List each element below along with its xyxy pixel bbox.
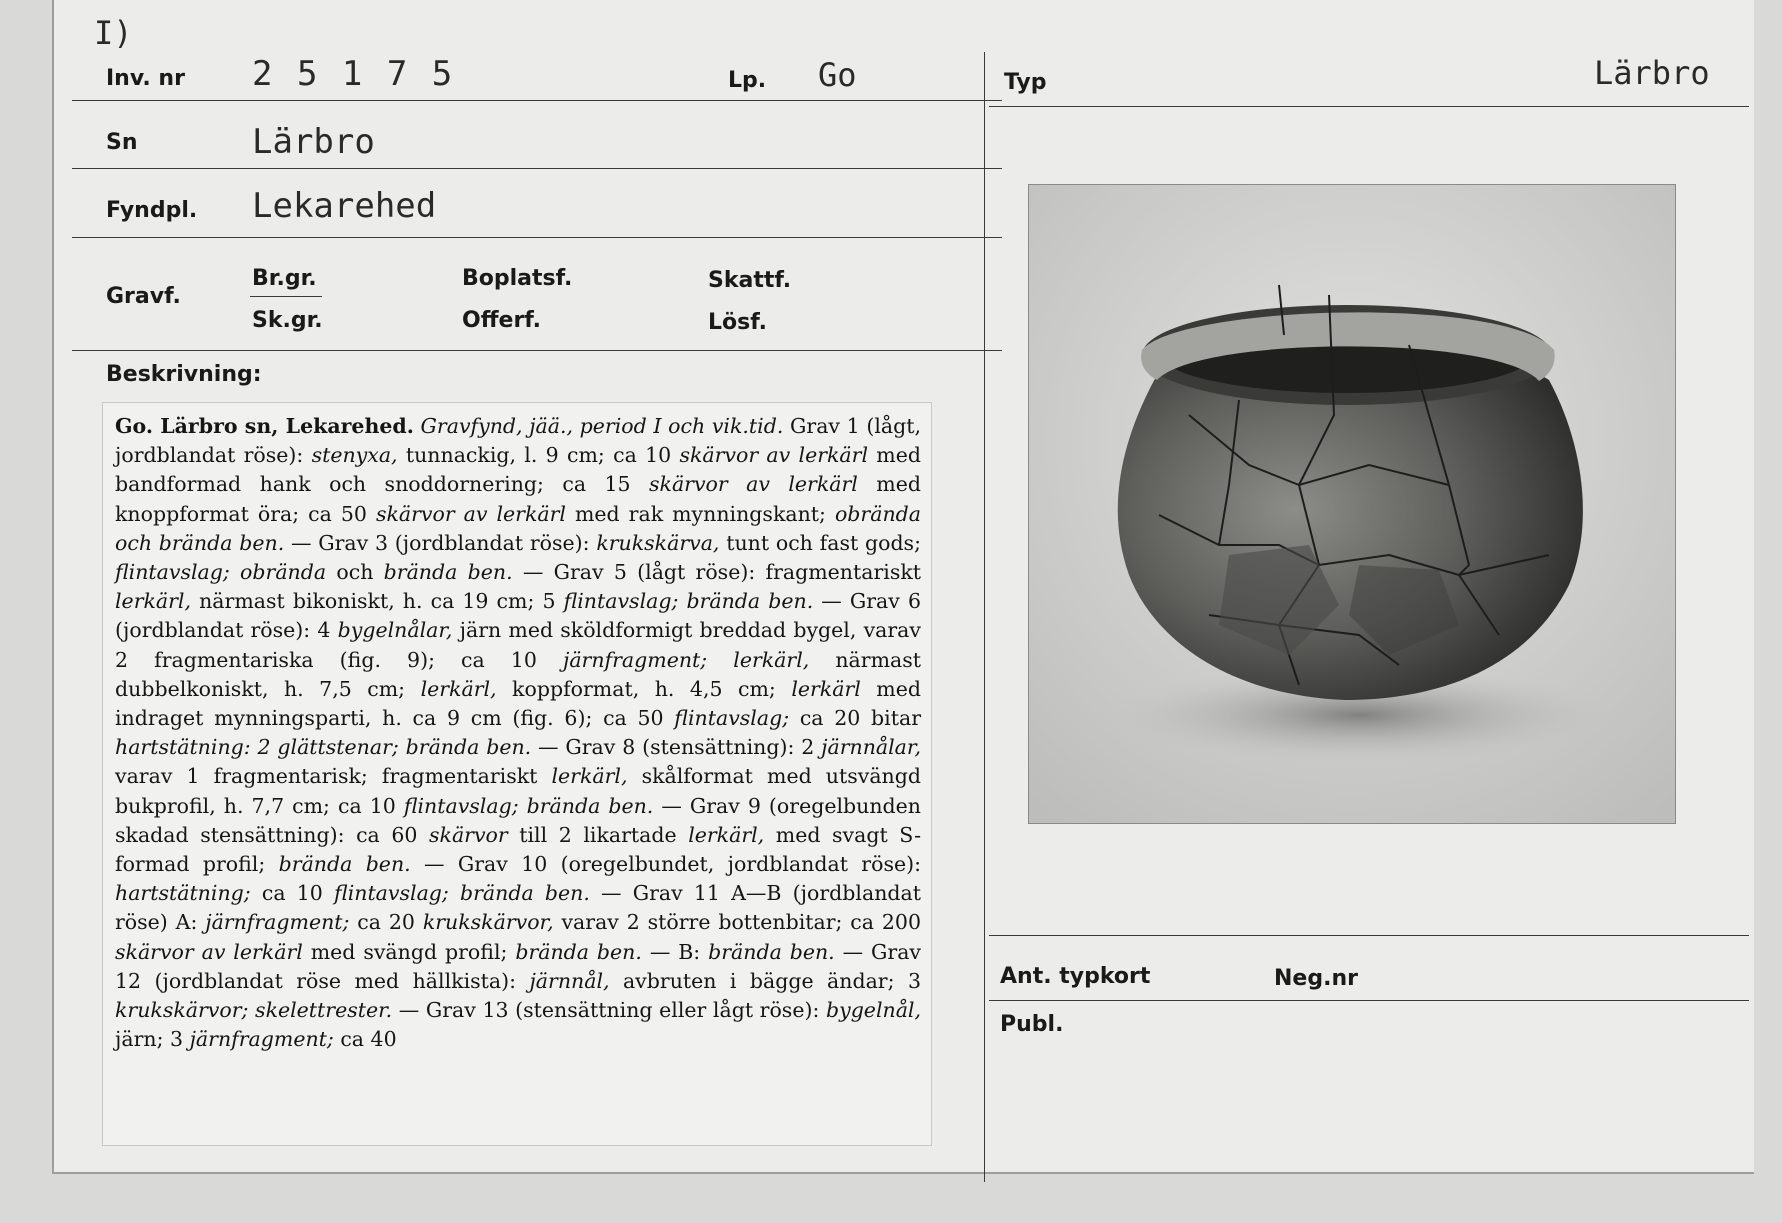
divider-inv	[72, 100, 1002, 101]
description-text	[102, 402, 932, 1146]
fyndpl-label: Fyndpl.	[106, 198, 198, 223]
skgr-label: Sk.gr.	[252, 308, 323, 333]
divider-fyndpl	[72, 237, 1002, 238]
sn-label: Sn	[106, 130, 138, 155]
lp-value: Go	[818, 56, 857, 94]
description-paragraph: Go. Lärbro sn, Lekarehed. Gravfynd, jää., period I och vik.tid. Grav 1 (lågt, jordblandat röse): stenyxa, tunnackig, l. 9 cm; ca 10 skärvor av lerkärl med bandformad hank och snoddornering; ca 15 skärvor av lerkärl med knoppformat öra; ca 50 skärvor av lerkärl med rak mynningskant; obrända och brända ben. — Grav 3 (jordblandat röse): krukskärva, tunt och fast gods; flintavslag; obrända och brända ben. — Grav 5 (lågt röse): fragmentariskt lerkärl, närmast bikoniskt, h. ca 19 cm; 5 flintavslag; brända ben. — Grav 6 (jordblandat röse): 4 bygelnålar, järn med sköldformigt breddad bygel, varav 2 fragmentariska (fig. 9); ca 10 järnfragment; lerkärl, närmast dubbelkoniskt, h. 7,5 cm; lerkärl, koppformat, h. 4,5 cm; lerkärl med indraget mynningsparti, h. ca 9 cm (fig. 6); ca 50 flintavslag; ca 20 bitar hartstätning: 2 glättstenar; brända ben. — Grav 8 (stensättning): 2 järnnålar, varav 1 fragmentarisk; fragmentariskt lerkärl, skålformat med utsvängd bukprofil, h. 7,7 cm; ca 10 flintavslag; brända ben. — Grav 9 (oregelbunden skadad stensättning): ca 60 skärvor till 2 likartade lerkärl, med svagt S-formad profil; brända ben. — Grav 10 (oregelbundet, jordblandat röse): hartstätning; ca 10 flintavslag; brända ben. — Grav 11 A—B (jordblandat röse) A: järnfragment; ca 20 krukskärvor, varav 2 större bottenbitar; ca 200 skärvor av lerkärl med svängd profil; brända ben. — B: brända ben. — Grav 12 (jordblandat röse med hällkista): järnnål, avbruten i bägge ändar; 3 krukskärvor; skelettrester. — Grav 13 (stensättning eller lågt röse): bygelnål, järn; 3 järnfragment; ca 40	[115, 414, 922, 1052]
typ-label: Typ	[1004, 70, 1047, 95]
corner-mark: I)	[94, 14, 133, 52]
sn-value: Lärbro	[252, 122, 375, 162]
inv-nr-value: 2 5 1 7 5	[252, 54, 455, 94]
center-divider	[984, 52, 985, 1182]
publ-label: Publ.	[1000, 1012, 1064, 1037]
brgr-underline	[250, 296, 322, 297]
divider-gravf	[72, 350, 1002, 351]
divider-photo-bottom	[989, 935, 1749, 936]
fyndpl-value: Lekarehed	[252, 186, 437, 226]
negnr-label: Neg.nr	[1274, 966, 1358, 991]
lp-label: Lp.	[728, 68, 767, 93]
vessel-photo	[1028, 184, 1676, 824]
boplatsf-label: Boplatsf.	[462, 266, 573, 291]
ant-typkort-label: Ant. typkort	[1000, 964, 1151, 989]
typ-value: Lärbro	[1594, 54, 1710, 92]
gravf-label: Gravf.	[106, 284, 181, 309]
brgr-label: Br.gr.	[252, 266, 317, 291]
losf-label: Lösf.	[708, 310, 767, 335]
divider-typ	[989, 106, 1749, 107]
beskrivning-label: Beskrivning:	[106, 362, 262, 387]
offerf-label: Offerf.	[462, 308, 542, 333]
divider-ant	[989, 1000, 1749, 1001]
inv-nr-label: Inv. nr	[106, 66, 185, 91]
skattf-label: Skattf.	[708, 268, 792, 293]
divider-sn	[72, 168, 1002, 169]
vessel-photo-image	[1029, 185, 1675, 823]
